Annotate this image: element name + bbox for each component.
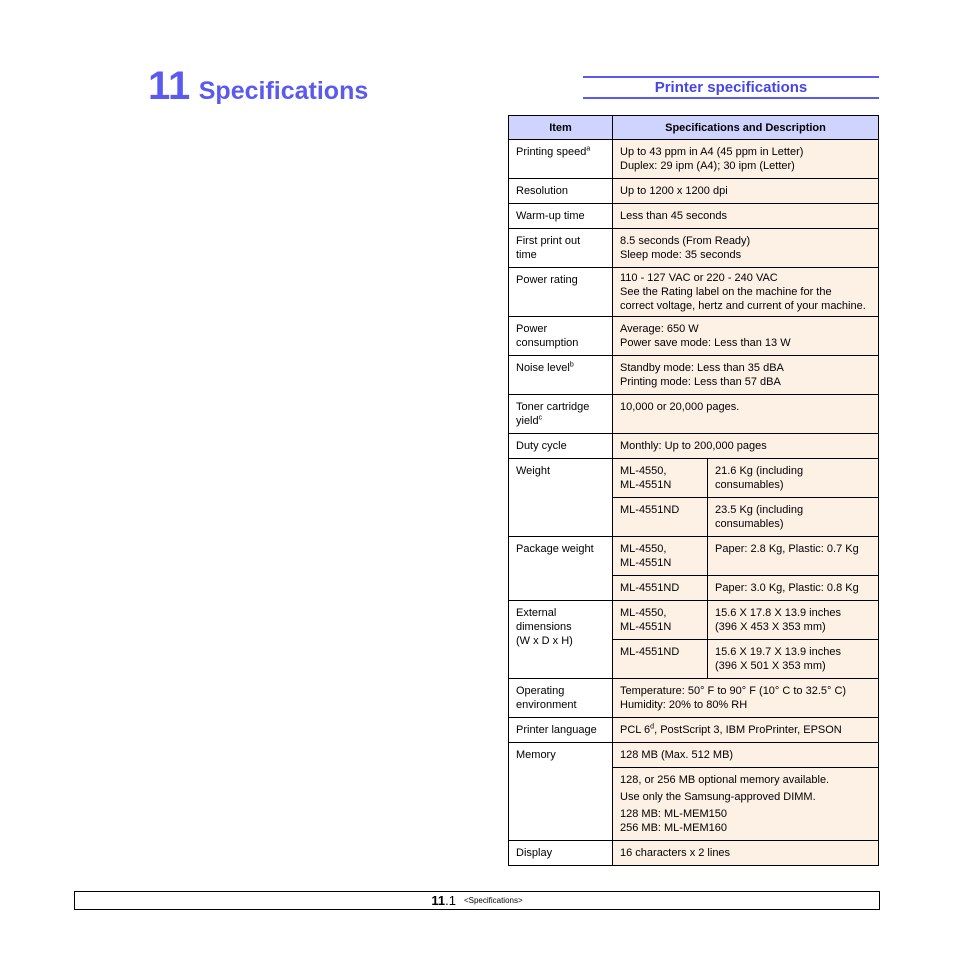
chapter-title: Specifications [198, 77, 369, 105]
footnote-ref: a [586, 145, 591, 153]
footer-label: <Specifications> [463, 896, 523, 905]
footnote-ref: d [650, 723, 655, 731]
footnote-ref: c [538, 414, 543, 422]
row-item: Warm-up time [509, 204, 613, 229]
table-row [509, 718, 879, 743]
value-cell: Paper: 2.8 Kg, Plastic: 0.7 Kg [708, 537, 879, 576]
row-item: Toner cartridge yield$^c$ [509, 395, 613, 434]
model-cell: ML-4551ND [613, 640, 708, 679]
value-cell: 23.5 Kg (including consumables) [708, 498, 879, 537]
row-desc: 110 - 127 VAC or 220 - 240 VAC See the Rating label on the machine for the correct voltage, hertz and current of your machine. [613, 268, 879, 317]
table-row [509, 179, 879, 204]
row-item: Noise level$^b$ [509, 356, 613, 395]
row-desc: 128, or 256 MB optional memory available. Use only the Samsung-approved DIMM. 128 MB: ML-MEM150 256 MB: ML-MEM160 [613, 768, 879, 841]
chapter-heading [148, 64, 368, 109]
header-item: Item [509, 116, 613, 140]
table-row [509, 317, 879, 356]
table-row [509, 679, 879, 718]
page-number: 11.1 [431, 893, 456, 908]
table-row [509, 743, 879, 768]
page-footer [74, 891, 880, 910]
table-row [509, 204, 879, 229]
row-item: Power consumption [509, 317, 613, 356]
chapter-number: 11 [148, 64, 191, 108]
model-cell: ML-4550, ML-4551N [613, 459, 708, 498]
row-desc: Temperature: 50° F to 90° F (10° C to 32.5° C) Humidity: 20% to 80% RH [613, 679, 879, 718]
table-row [509, 140, 879, 179]
row-desc: Up to 43 ppm in A4 (45 ppm in Letter) Duplex: 29 ipm (A4); 30 ipm (Letter) [613, 140, 879, 179]
value-cell: 15.6 X 19.7 X 13.9 inches (396 X 501 X 353 mm) [708, 640, 879, 679]
row-desc: Average: 650 W Power save mode: Less than 13 W [613, 317, 879, 356]
table-row [509, 434, 879, 459]
table-row [509, 601, 879, 640]
row-desc: PCL 6$^d$, PostScript 3, IBM ProPrinter, EPSON [613, 718, 879, 743]
header-desc: Specifications and Description [613, 116, 879, 140]
row-item: Weight [509, 459, 613, 537]
model-cell: ML-4551ND [613, 498, 708, 537]
table-header-row [509, 116, 879, 140]
row-item: Duty cycle [509, 434, 613, 459]
value-cell: 21.6 Kg (including consumables) [708, 459, 879, 498]
row-desc: Standby mode: Less than 35 dBA Printing mode: Less than 57 dBA [613, 356, 879, 395]
row-desc: Monthly: Up to 200,000 pages [613, 434, 879, 459]
row-item: Memory [509, 743, 613, 841]
row-desc: 16 characters x 2 lines [613, 841, 879, 866]
row-item: Power rating [509, 268, 613, 317]
row-desc: 128 MB (Max. 512 MB) [613, 743, 879, 768]
table-row [509, 229, 879, 268]
row-item: Display [509, 841, 613, 866]
row-item: Resolution [509, 179, 613, 204]
row-desc: Less than 45 seconds [613, 204, 879, 229]
model-cell: ML-4550, ML-4551N [613, 537, 708, 576]
row-item: Package weight [509, 537, 613, 601]
row-item: Printing speed$^a$ [509, 140, 613, 179]
row-desc: Up to 1200 x 1200 dpi [613, 179, 879, 204]
table-row [509, 356, 879, 395]
table-row [509, 268, 879, 317]
row-item: Operating environment [509, 679, 613, 718]
model-cell: ML-4551ND [613, 576, 708, 601]
row-desc: 10,000 or 20,000 pages. [613, 395, 879, 434]
value-cell: 15.6 X 17.8 X 13.9 inches (396 X 453 X 353 mm) [708, 601, 879, 640]
model-cell: ML-4550, ML-4551N [613, 601, 708, 640]
value-cell: Paper: 3.0 Kg, Plastic: 0.8 Kg [708, 576, 879, 601]
row-item: External dimensions (W x D x H) [509, 601, 613, 679]
section-title: Printer specifications [583, 76, 879, 99]
table-row [509, 459, 879, 498]
spec-table [508, 115, 879, 866]
row-desc: 8.5 seconds (From Ready) Sleep mode: 35 seconds [613, 229, 879, 268]
table-row [509, 841, 879, 866]
footnote-ref: b [569, 361, 574, 369]
row-item: First print out time [509, 229, 613, 268]
table-row [509, 395, 879, 434]
table-row [509, 537, 879, 576]
row-item: Printer language [509, 718, 613, 743]
